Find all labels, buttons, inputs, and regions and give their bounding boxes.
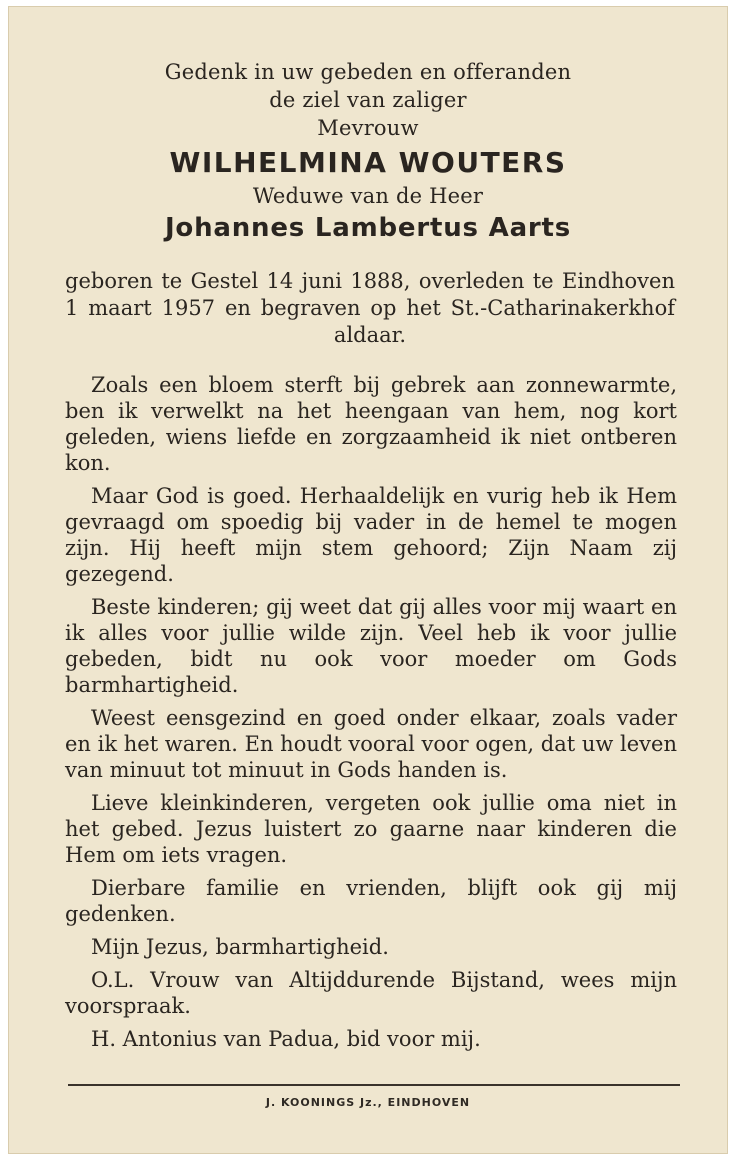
husband-name: Johannes Lambertus Aarts	[164, 213, 572, 243]
prayer-our-lady: O.L. Vrouw van Altijddurende Bijstand, wees mijn voorspraak.	[65, 968, 677, 1018]
paragraph-family: Dierbare familie en vrienden, blijft ook gij mij gedenken.	[65, 876, 677, 926]
prayer-antonius: H. Antonius van Padua, bid voor mij.	[91, 1027, 481, 1051]
paragraph-unity: Weest eensgezind en goed onder elkaar, zoals vader en ik het waren. En houdt vooral voor ogen, dat uw leven van minuut tot minuut in Gods handen is.	[65, 706, 677, 782]
dedication-line-1: Gedenk in uw gebeden en offeranden	[164, 60, 572, 84]
printer-credit: J. KOONINGS Jz., EINDHOVEN	[265, 1096, 471, 1109]
prayer-jesus: Mijn Jezus, barmhartigheid.	[91, 935, 389, 959]
honorific-title: Mevrouw	[317, 116, 419, 140]
memorial-card	[8, 6, 728, 1154]
card-header	[8, 58, 728, 246]
divider-rule	[68, 1084, 680, 1086]
paragraph-children: Beste kinderen; gij weet dat gij alles voor mij waart en ik alles voor jullie wilde zijn. Veel heb ik voor jullie gebeden, bidt nu ook voor moeder om Gods barmhartigheid.	[65, 595, 677, 697]
dedication-line-2: de ziel van zaliger	[269, 88, 467, 112]
relation-line: Weduwe van de Heer	[252, 184, 484, 208]
life-dates-text: geboren te Gestel 14 juni 1888, overleden te Eindhoven 1 maart 1957 en begraven op het St.-Catharinakerkhof aldaar.	[65, 269, 675, 347]
deceased-name: WILHELMINA WOUTERS	[169, 146, 567, 179]
text-body	[65, 372, 677, 1059]
paragraph-flower: Zoals een bloem sterft bij gebrek aan zonnewarmte, ben ik verwelkt na het heengaan van hem, nog kort geleden, wiens liefde en zorgzaamheid ik niet ontberen kon.	[65, 373, 677, 475]
paragraph-god-is-good: Maar God is goed. Herhaaldelijk en vurig heb ik Hem gevraagd om spoedig bij vader in de hemel te mogen zijn. Hij heeft mijn stem gehoord; Zijn Naam zij gezegend.	[65, 484, 677, 586]
paragraph-grandchildren: Lieve kleinkinderen, vergeten ook jullie oma niet in het gebed. Jezus luistert zo gaarne naar kinderen die Hem om iets vragen.	[65, 791, 677, 867]
life-dates-block	[65, 268, 675, 349]
